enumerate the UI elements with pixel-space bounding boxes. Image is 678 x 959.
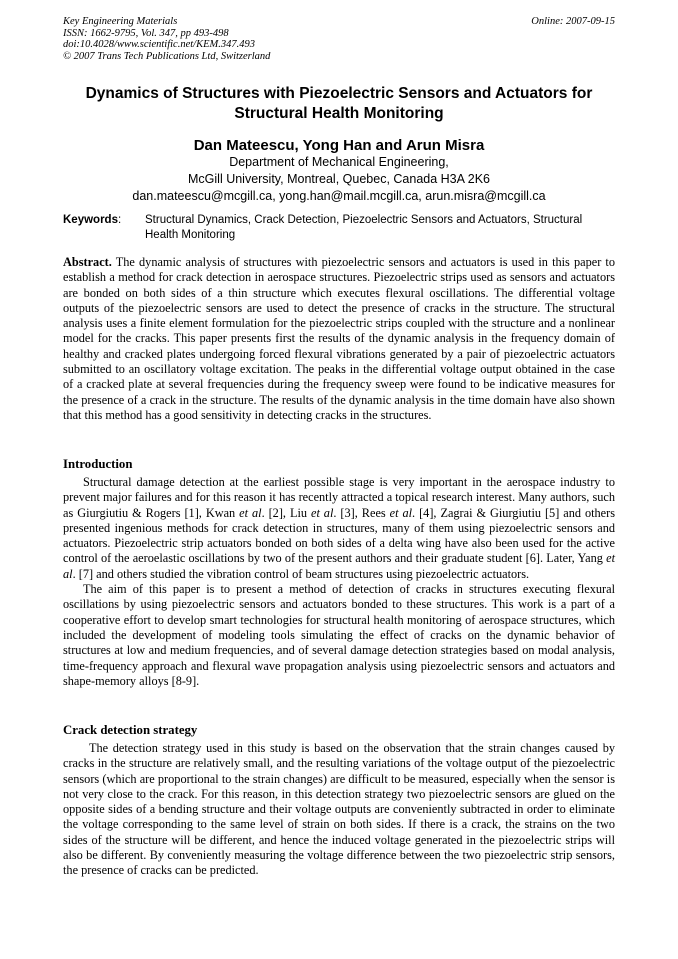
introduction-heading: Introduction [63,457,133,471]
crack-detection-heading: Crack detection strategy [63,723,198,737]
affiliation [63,154,615,205]
paper-title [63,84,615,124]
introduction-paragraph-1: Structural damage detection at the earliest possible stage is very important in the aerospace industry to prevent major failures and for this reason it has recently attracted a topical research interest. Many authors, such as Giurgiutiu & Rogers [1], Kwan et al. [2], Liu et al. [3], Rees et al. [4], Zagrai & Giurgiutiu [5] and others presented ingenious methods for crack detection in structures, many of them using piezoelectric sensors and actuators. Piezoelectric strip actuators bonded on both sides of a delta wing have also been used for the active control of the aeroelastic oscillations by two of the present authors and their graduate student [6]. Later, Yang et al. [7] and others studied the vibration control of beam structures using piezoelectric actuators. [63,475,616,581]
university: McGill University, Montreal, Quebec, Canada H3A 2K6 [188,172,490,186]
copyright-line: © 2007 Trans Tech Publications Ltd, Switzerland [63,50,271,62]
online-date: Online: 2007-09-15 [531,16,615,27]
author-emails: dan.mateescu@mcgill.ca, yong.han@mail.mcgill.ca, arun.misra@mcgill.ca [132,189,546,203]
keywords-label: Keywords: [63,214,122,226]
department: Department of Mechanical Engineering, [229,155,449,169]
abstract-text: The dynamic analysis of structures with piezoelectric sensors and actuators is used in this paper to establish a method for crack detection in aerospace structures. Piezoelectric strips used as sensors and actuators are bonded on both sides of a thin structure which executes flexural oscillations. The differential voltage outputs of the piezoelectric sensors are used to detect the presence of cracks in the structure. The structural analysis uses a finite element formulation for the piezoelectric strips coupled with the structure and a nonlinear model for the cracks. This paper presents first the results of the dynamic analysis in the frequency domain of healthy and cracked plates undergoing forced flexural vibrations generated by a pair of piezoelectric actuators submitted to an oscillatory voltage excitation. The peaks in the differential voltage output obtained in the case of a cracked plate at several frequencies during the frequency sweep were found to be indicative measures for the presence of a crack in the structure. The results of the dynamic analysis in the time domain have also shown that this method has a good sensitivity in detecting cracks in the structures. [63,255,615,422]
abstract [63,255,615,423]
abstract-label: Abstract. [63,255,112,269]
author-list: Dan Mateescu, Yong Han and Arun Misra [193,137,485,154]
introduction-paragraph-2: The aim of this paper is to present a method of detection of cracks in structures executing flexural oscillations by using piezoelectric sensors and actuators bonded to these structures. This work is a part of a cooperative effort to develop smart technologies for structural health monitoring of aerospace structures, which included the development of modeling tools simulating the effect of cracks on the dynamic behavior of structures at low and medium frequencies, and of several damage detection strategies based on modal analysis, time-frequency approach and flexural wave propagation analysis using piezoelectric sensors and actuators and shape-memory alloys [8-9]. [63,582,615,688]
title-line-1: Dynamics of Structures with Piezoelectric Sensors and Actuators for [85,85,593,102]
crack-detection-body [63,741,615,879]
introduction-body [63,475,615,689]
crack-detection-paragraph-1: The detection strategy used in this study is based on the observation that the strain changes caused by cracks in the structure are relatively small, and the resulting variations of the voltage output of the piezoelectric sensors (which are proportional to the strain changes) are difficult to be measured, especially when the sensor is not very close to the crack. For this reason, in this detection strategy two piezoelectric sensors are glued on the opposite sides of a bending structure and their voltage outputs are conveniently subtracted in order to eliminate the voltage corresponding to the same level of strain on both sides. If there is a crack, the strains on the two sides of the structure will be different, and hence the induced voltage generated in the piezoelectric strips will also be different. By conveniently measuring the voltage difference between the two piezoelectric strip sensors, the presence of cracks can be predicted. [63,741,615,878]
title-line-2: Structural Health Monitoring [234,105,444,122]
journal-metadata [63,16,270,62]
doi-line: doi:10.4028/www.scientific.net/KEM.347.493 [63,39,255,50]
keywords-text: Structural Dynamics, Crack Detection, Piezoelectric Sensors and Actuators, Structural Health Monitoring [145,214,583,241]
issn-line: ISSN: 1662-9795, Vol. 347, pp 493-498 [63,27,229,39]
journal-name: Key Engineering Materials [63,16,178,27]
